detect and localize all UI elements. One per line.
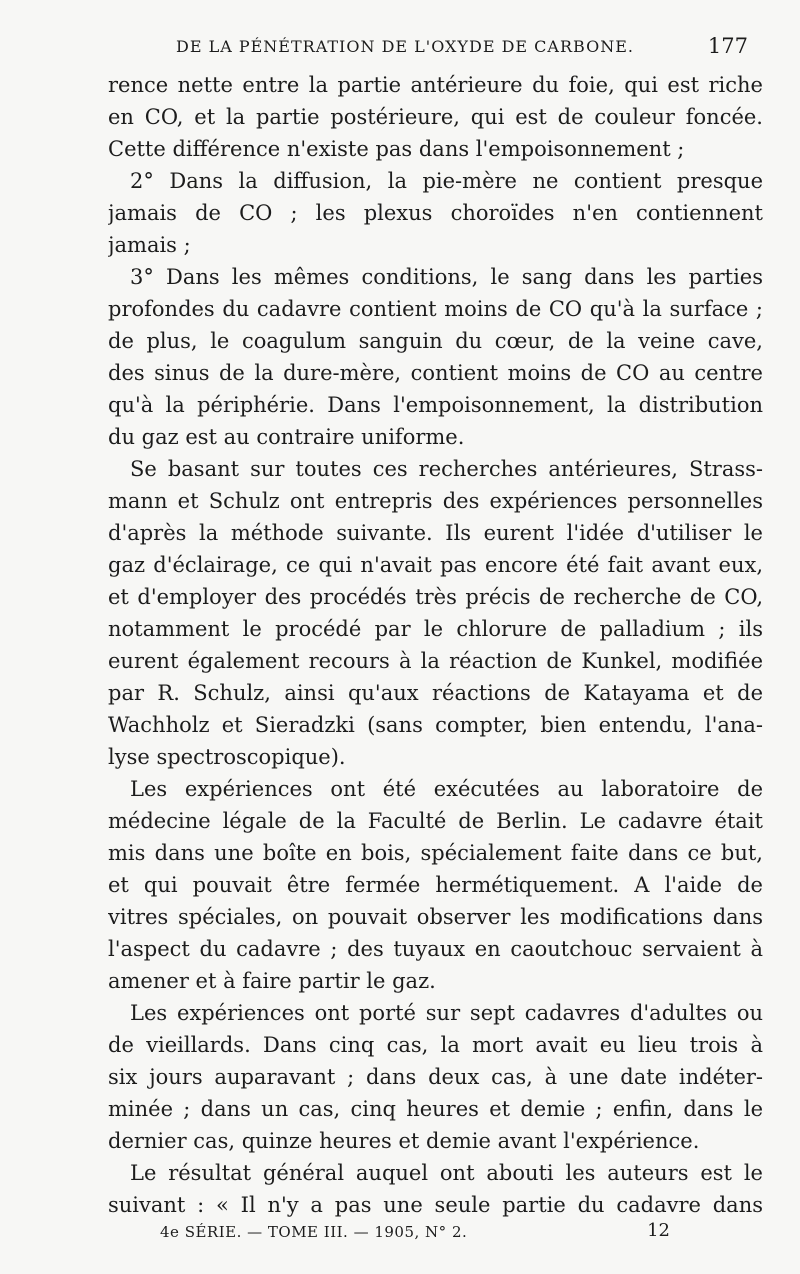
- text-line: lyse spectroscopique).: [108, 745, 346, 769]
- running-title: DE LA PÉNÉTRATION DE L'OXYDE DE CARBONE.: [176, 37, 634, 56]
- text-line: Les expériences ont porté sur sept cadavres d'adultes ou: [130, 1001, 763, 1025]
- series-line: 4e SÉRIE. — TOME III. — 1905, N° 2.: [160, 1223, 468, 1241]
- text-line: dernier cas, quinze heures et demie avant l'expérience.: [108, 1129, 700, 1153]
- text-line: profondes du cadavre contient moins de CO qu'à la surface ;: [108, 297, 763, 321]
- text-line: du gaz est au contraire uniforme.: [108, 425, 465, 449]
- text-line: de vieillards. Dans cinq cas, la mort avait eu lieu trois à: [108, 1033, 763, 1057]
- text-line: vitres spéciales, on pouvait observer les modifications dans: [108, 905, 763, 929]
- text-line: gaz d'éclairage, ce qui n'avait pas encore été fait avant eux,: [108, 553, 763, 577]
- text-line: rence nette entre la partie antérieure du foie, qui est riche: [108, 73, 763, 97]
- text-line: jamais ;: [108, 233, 191, 257]
- text-line: Les expériences ont été exécutées au laboratoire de: [130, 777, 763, 801]
- text-line: et d'employer des procédés très précis de recherche de CO,: [108, 585, 763, 609]
- running-head: [176, 34, 756, 58]
- text-line: six jours auparavant ; dans deux cas, à une date indéter-: [108, 1065, 763, 1089]
- text-line: Le résultat général auquel ont abouti les auteurs est le: [130, 1161, 763, 1185]
- text-line: jamais de CO ; les plexus choroïdes n'en contiennent: [108, 201, 763, 225]
- body-text: [108, 69, 763, 1221]
- text-line: par R. Schulz, ainsi qu'aux réactions de Katayama et de: [108, 681, 763, 705]
- text-line: amener et à faire partir le gaz.: [108, 969, 436, 993]
- text-line: Wachholz et Sieradzki (sans compter, bien entendu, l'ana-: [108, 713, 763, 737]
- signature-mark: 12: [647, 1220, 670, 1241]
- page-number: 177: [707, 34, 748, 58]
- text-line: 3° Dans les mêmes conditions, le sang dans les parties: [130, 265, 763, 289]
- text-line: Se basant sur toutes ces recherches antérieures, Strass-: [130, 457, 763, 481]
- text-line: 2° Dans la diffusion, la pie-mère ne contient presque: [130, 169, 763, 193]
- text-line: Cette différence n'existe pas dans l'empoisonnement ;: [108, 137, 685, 161]
- text-line: suivant : « Il n'y a pas une seule partie du cadavre dans: [108, 1193, 763, 1217]
- text-line: notamment le procédé par le chlorure de palladium ; ils: [108, 617, 763, 641]
- page-footer: [160, 1220, 680, 1244]
- text-line: de plus, le coagulum sanguin du cœur, de la veine cave,: [108, 329, 763, 353]
- text-line: mis dans une boîte en bois, spécialement faite dans ce but,: [108, 841, 763, 865]
- text-line: des sinus de la dure-mère, contient moins de CO au centre: [108, 361, 763, 385]
- text-line: en CO, et la partie postérieure, qui est de couleur foncée.: [108, 105, 763, 129]
- text-line: mann et Schulz ont entrepris des expériences personnelles: [108, 489, 763, 513]
- text-line: d'après la méthode suivante. Ils eurent l'idée d'utiliser le: [108, 521, 763, 545]
- text-line: eurent également recours à la réaction de Kunkel, modifiée: [108, 649, 763, 673]
- text-line: médecine légale de la Faculté de Berlin. Le cadavre était: [108, 809, 763, 833]
- text-line: minée ; dans un cas, cinq heures et demie ; enfin, dans le: [108, 1097, 763, 1121]
- text-line: qu'à la périphérie. Dans l'empoisonnement, la distribution: [108, 393, 763, 417]
- text-line: et qui pouvait être fermée hermétiquement. A l'aide de: [108, 873, 763, 897]
- text-line: l'aspect du cadavre ; des tuyaux en caoutchouc servaient à: [108, 937, 763, 961]
